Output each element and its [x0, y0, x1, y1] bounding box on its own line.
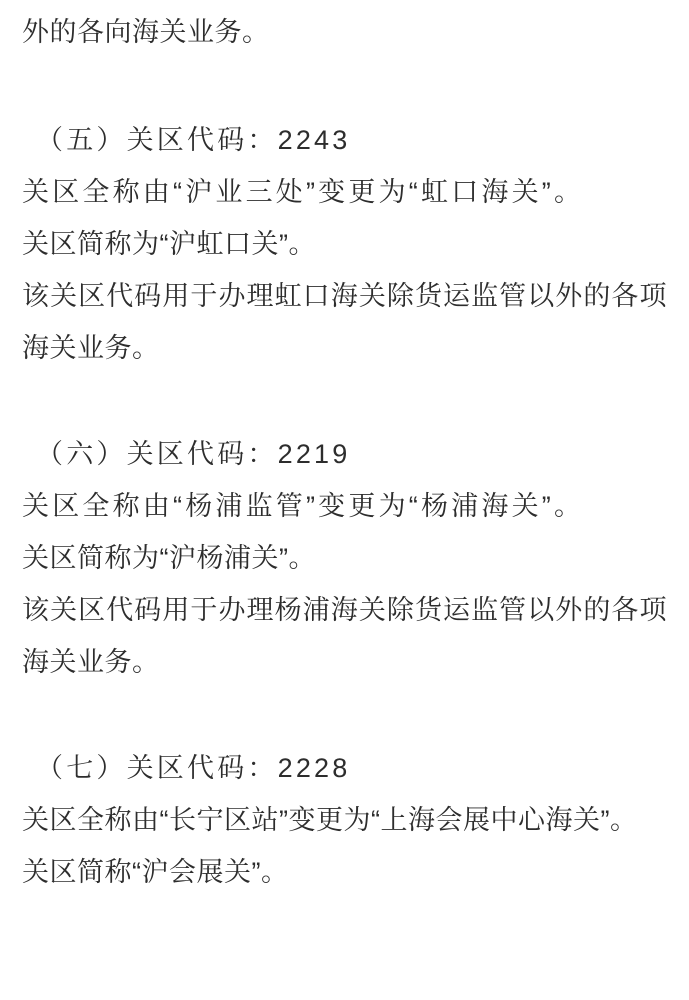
- spacer: [22, 688, 667, 742]
- section-seven-line-1: 关区全称由“长宁区站”变更为“上海会展中心海关”。: [22, 805, 638, 835]
- section-six-line-3: 该关区代码用于办理杨浦海关除货运监管以外的各项海关业务。: [22, 595, 667, 677]
- section-seven-line-2: 关区简称“沪会展关”。: [22, 857, 289, 887]
- section-six-line-1: 关区全称由“杨浦监管”变更为“杨浦海关”。: [22, 491, 585, 521]
- section-heading-six: （六）关区代码：2219: [36, 439, 351, 469]
- spacer: [22, 58, 667, 114]
- spacer: [22, 374, 667, 428]
- section-five-line-1: 关区全称由“沪业三处”变更为“虹口海关”。: [22, 177, 585, 207]
- section-heading-five: （五）关区代码：2243: [36, 125, 351, 155]
- section-five-line-3: 该关区代码用于办理虹口海关除货运监管以外的各项海关业务。: [22, 281, 667, 363]
- document-body: [22, 0, 667, 898]
- section-six-line-2: 关区简称为“沪杨浦关”。: [22, 543, 316, 573]
- paragraph-continuation: 外的各向海关业务。: [22, 17, 270, 47]
- section-heading-seven: （七）关区代码：2228: [36, 753, 351, 783]
- section-five-line-2: 关区简称为“沪虹口关”。: [22, 229, 316, 259]
